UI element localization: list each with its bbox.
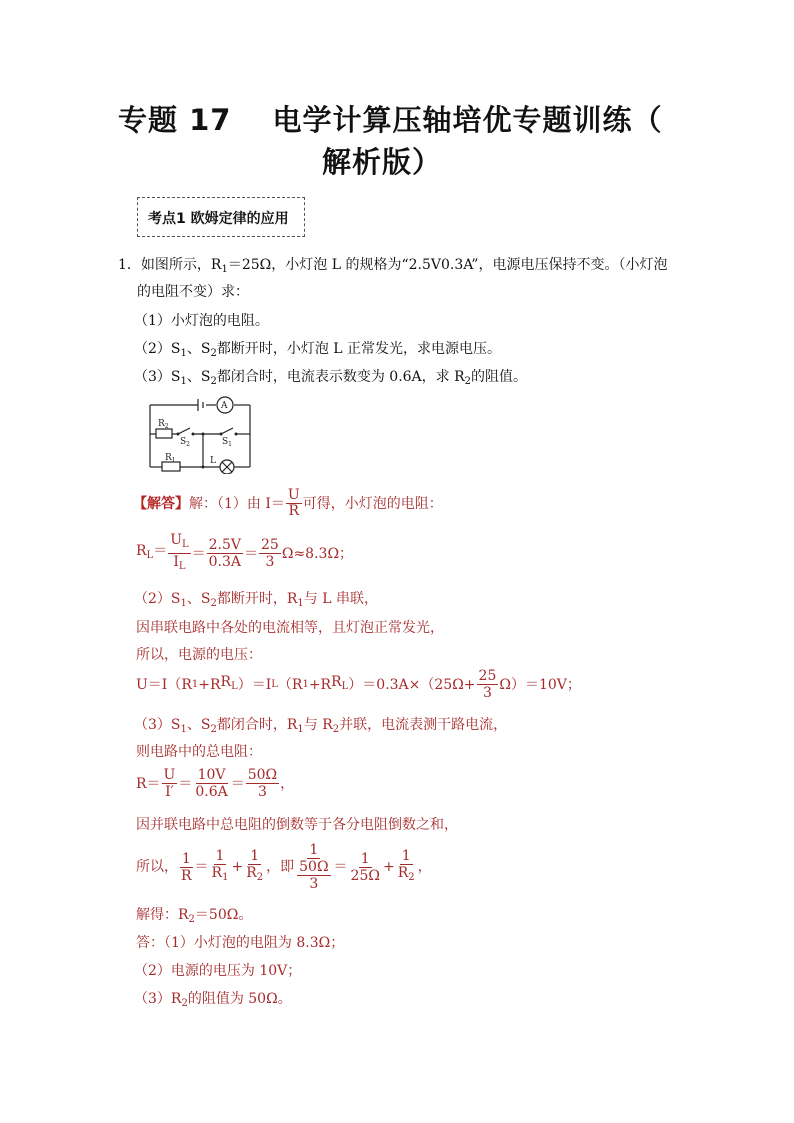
solution-2-line2: 因串联电路中各处的电流相等，且灯泡正常发光， bbox=[136, 620, 444, 636]
section-box bbox=[137, 197, 305, 237]
solution-3-line1: $(3)S_1$、$S_2$都闭合时，$R_1$与 $R_2$并联，电流表测干路电流， bbox=[134, 717, 508, 735]
solution-3-result: 解得：$R_2=50\Omega$。 bbox=[136, 907, 253, 925]
solution-2-line1: $(2)S_1$、$S_2$都断开时，$R_1$与 L 串联， bbox=[134, 591, 378, 609]
label-r1: $R_1$ bbox=[165, 453, 176, 464]
formula-u: U＝I（R 1 +R $R_L$ ）＝I L （R 1 +R $R_L$ ）＝0.3A×（25Ω+ $\frac{25}{3}$ Ω）＝10V； bbox=[136, 668, 581, 701]
label-r2: $R_2$ bbox=[158, 419, 169, 430]
formula-parallel: 所以， $\frac{1}{R}$ ＝ $\frac{1}{R_1}$ + $\frac{1}{R_2}$ ，即 $\frac{1}{\frac{50\Omega}{3}}$ ＝ $\frac{1}{25\Omega}$ + $\frac{1}{R_2}$ ， bbox=[136, 842, 432, 892]
answer-3: $(3)R_2$的阻值为 50Ω。 bbox=[134, 991, 292, 1009]
solution-tag: 【解答】 bbox=[133, 495, 189, 512]
section-label: 考点1 欧姆定律的应用 bbox=[148, 211, 289, 227]
solution-2-line3: 所以，电源的电压： bbox=[136, 647, 262, 663]
label-s2: $S_2$ bbox=[180, 437, 190, 448]
label-s1: $S_1$ bbox=[222, 437, 232, 448]
solution-line1: 【解答】 解：（1）由 I＝ $\frac{U}{R}$ 可得，小灯泡的电阻： bbox=[133, 487, 443, 519]
problem-line1: 1．如图所示，$R_1=25\Omega$，小灯泡 L 的规格为“2.5V0.3A”，电源电压保持不变。（小灯泡 bbox=[118, 257, 668, 275]
answer-2: （2）电源的电压为 10V； bbox=[134, 963, 302, 979]
solution-3-line3: 因并联电路中总电阻的倒数等于各分电阻倒数之和， bbox=[136, 817, 458, 833]
label-a: A bbox=[221, 401, 228, 411]
answer-1: 答：（1）小灯泡的电阻为 8.3Ω； bbox=[136, 935, 345, 951]
label-l: L bbox=[210, 456, 216, 466]
circuit-diagram bbox=[146, 392, 256, 474]
question-1: （1）小灯泡的电阻。 bbox=[134, 313, 269, 329]
solution-3-line2: 则电路中的总电阻： bbox=[136, 744, 262, 760]
formula-r-total: R＝ $\frac{U}{I'}$ ＝ $\frac{10V}{0.6A}$ ＝ $\frac{50\Omega}{3}$ ， bbox=[136, 767, 295, 800]
question-3: $(3)S_1$、$S_2$都闭合时，电流表示数变为 0.6A，求 $R_2$的阻值。 bbox=[134, 369, 528, 387]
page-title-line1: 专题 17 电学计算压轴培优专题训练（ bbox=[118, 103, 663, 137]
formula-i-u-r: $\frac{U}{R}$ bbox=[287, 487, 300, 519]
formula-rl: $R_L=$ $\frac{U_L}{I_L}$ ＝ $\frac{2.5V}{0.3A}$ ＝ $\frac{25}{3}$ Ω≈8.3Ω； bbox=[136, 532, 354, 572]
page-title-line2: 解析版） bbox=[322, 145, 443, 179]
problem-line2: 的电阻不变）求： bbox=[137, 284, 249, 300]
question-2: $(2)S_1$、$S_2$都断开时，小灯泡 L 正常发光，求电源电压。 bbox=[134, 341, 502, 359]
